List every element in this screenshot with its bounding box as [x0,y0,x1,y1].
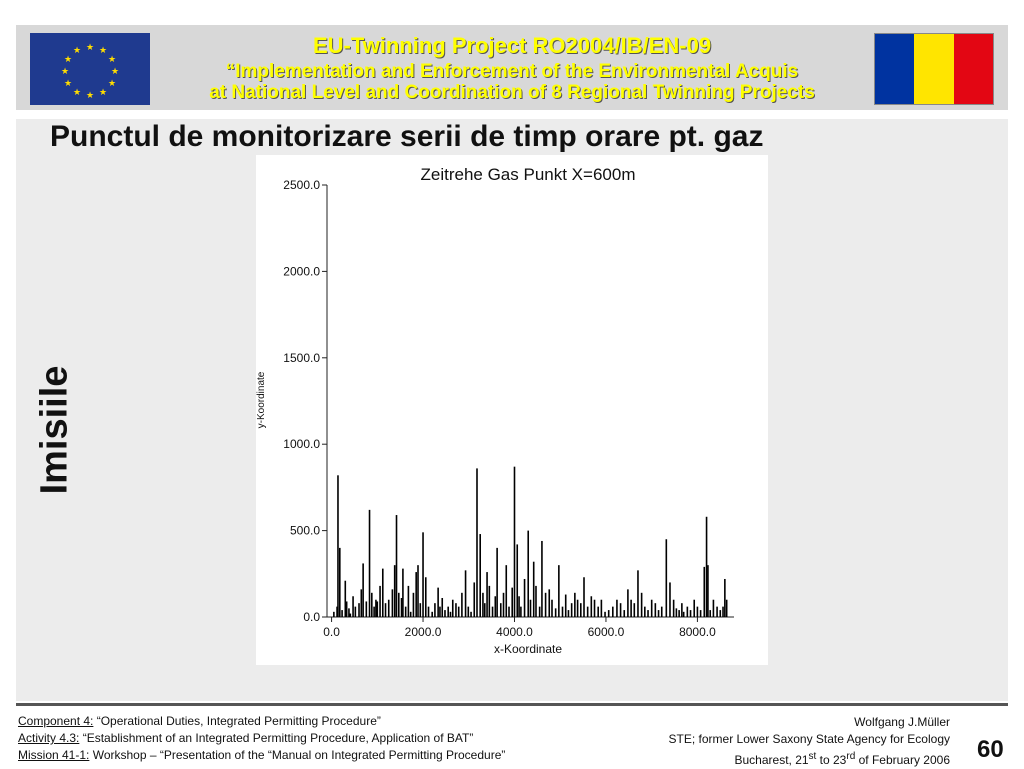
header-project-subtitle: at National Level and Coordination of 8 Regional Twinning Projects [209,82,815,103]
ro-flag-red-stripe [954,34,993,104]
slide-title: Punctul de monitorizare serii de timp orare pt. gaz [50,120,764,153]
data-bar [428,607,430,617]
data-bar [535,586,537,617]
data-bar [413,593,415,617]
data-bar [402,569,404,617]
date-sup-st: st [808,751,817,762]
data-bar [700,610,702,617]
x-tick-label: 2000.0 [404,625,442,639]
data-bar [392,589,394,617]
data-bar [377,601,379,617]
data-bar [620,603,622,617]
data-bar [473,582,475,617]
y-tick-label: 2500.0 [283,178,320,192]
ro-flag-yellow-stripe [914,34,953,104]
svg-text:★: ★ [60,67,70,77]
data-bar [425,577,427,617]
data-bar [437,588,439,617]
data-bar [565,595,567,617]
data-bar [360,589,362,617]
data-bar [661,607,663,617]
data-bar [441,598,443,617]
data-bar [455,603,457,617]
data-bar [719,610,721,617]
data-bar [358,603,360,617]
side-label: Imisiile [33,365,76,495]
data-bar [484,603,486,617]
data-bar [346,601,348,617]
time-series-chart [256,155,768,665]
data-bar [623,610,625,617]
data-bar [465,570,467,617]
data-bar [394,565,396,617]
svg-text:★: ★ [107,79,117,89]
data-bar [647,610,649,617]
data-bar [630,600,632,617]
data-bar [571,603,573,617]
data-bar [408,586,410,617]
data-bar [516,544,518,617]
data-bar [470,612,472,617]
data-bar [398,593,400,617]
svg-text:★: ★ [63,79,73,89]
data-bar [476,468,478,617]
data-bar [673,600,675,617]
ro-flag-blue-stripe [875,34,914,104]
data-bar [385,603,387,617]
data-bar [703,567,705,617]
footer-mission-line [18,747,505,764]
data-bar [666,539,668,617]
date-prefix: Bucharest, 21 [734,753,809,767]
footer-author: Wolfgang J.Müller [854,715,950,729]
chart-bars [333,467,727,617]
data-bar [527,531,529,617]
data-bar [375,600,377,617]
footer-divider [16,703,1008,706]
data-bar [530,600,532,617]
data-bar [500,603,502,617]
data-bar [608,610,610,617]
data-bar [350,614,352,617]
data-bar [604,612,606,617]
data-bar [508,607,510,617]
data-bar [548,589,550,617]
data-bar [468,607,470,617]
data-bar [594,600,596,617]
data-bar [503,593,505,617]
data-bar [520,607,522,617]
footer-activity-line [18,730,505,747]
x-tick-label: 4000.0 [496,625,533,639]
data-bar [545,593,547,617]
data-bar [641,593,643,617]
data-bar [574,593,576,617]
data-bar [514,467,516,617]
data-bar [417,565,419,617]
data-bar [489,586,491,617]
data-bar [669,582,671,617]
data-bar [496,548,498,617]
data-bar [352,596,354,617]
data-bar [722,607,724,617]
data-bar [369,510,371,617]
x-tick-label: 0.0 [323,625,340,639]
data-bar [690,610,692,617]
data-bar [422,532,424,617]
data-bar [533,562,535,617]
data-bar [597,607,599,617]
data-bar [644,607,646,617]
data-bar [401,598,403,617]
footer-component-line [18,713,505,730]
data-bar [494,596,496,617]
data-bar [562,607,564,617]
data-bar [405,607,407,617]
svg-text:★: ★ [107,55,117,65]
data-bar [683,612,685,617]
data-bar [458,607,460,617]
data-bar [333,612,335,617]
component-label: Component 4: [18,714,94,728]
data-bar [583,577,585,617]
data-bar [339,548,341,617]
data-bar [627,589,629,617]
data-bar [505,565,507,617]
data-bar [568,610,570,617]
data-bar [551,600,553,617]
date-sup-rd: rd [846,751,856,762]
header-banner [16,25,1008,110]
component-text: “Operational Duties, Integrated Permitting Procedure” [93,714,381,728]
data-bar [344,581,346,617]
footer-left [18,713,505,764]
data-bar [419,603,421,617]
data-bar [511,588,513,617]
x-tick-label: 8000.0 [679,625,716,639]
y-tick-label: 1500.0 [283,350,320,365]
page-number: 60 [977,736,1004,763]
data-bar [541,541,543,617]
data-bar [580,603,582,617]
data-bar [355,607,357,617]
data-bar [410,612,412,617]
data-bar [492,607,494,617]
data-bar [434,603,436,617]
data-bar [518,596,520,617]
footer-agency: STE; former Lower Saxony State Agency for Ecology [668,732,950,746]
data-bar [341,610,343,617]
data-bar [681,603,683,617]
data-bar [415,572,417,617]
data-bar [713,600,715,617]
svg-text:★: ★ [72,46,82,56]
data-bar [612,607,614,617]
footer-date [669,748,950,769]
data-bar [524,579,526,617]
chart-title: Zeitrehe Gas Punkt X=600m [420,165,636,184]
data-bar [337,475,339,617]
y-tick-label: 0.0 [303,610,320,624]
svg-text:★: ★ [98,46,108,56]
data-bar [678,610,680,617]
svg-text:★: ★ [98,88,108,98]
x-axis-label: x-Koordinate [493,642,563,656]
y-tick-label: 1000.0 [283,437,320,452]
mission-text: Workshop – “Presentation of the “Manual on Integrated Permitting Procedure” [89,748,506,762]
data-bar [452,600,454,617]
header-project-code: EU-Twinning Project RO2004/IB/EN-09 [312,33,712,58]
data-bar [676,608,678,617]
data-bar [707,565,709,617]
data-bar [479,534,481,617]
y-axis-label: y-Koordinate [256,371,267,429]
svg-text:★: ★ [110,67,120,77]
y-tick-label: 2000.0 [283,264,320,279]
data-bar [637,570,639,617]
data-bar [348,608,350,617]
data-bar [388,600,390,617]
data-bar [634,603,636,617]
data-bar [450,612,452,617]
data-bar [382,569,384,617]
activity-text: “Establishment of an Integrated Permitting Procedure, Application of BAT” [79,731,474,745]
data-bar [716,607,718,617]
data-bar [591,596,593,617]
x-tick-label: 6000.0 [587,625,625,639]
data-bar [373,607,375,617]
svg-text:★: ★ [85,43,95,53]
data-bar [587,607,589,617]
mission-label: Mission 41-1: [18,748,90,762]
svg-text:★: ★ [85,91,95,101]
data-bar [601,600,603,617]
data-bar [726,600,728,617]
data-bar [693,600,695,617]
data-bar [709,610,711,617]
data-bar [486,572,488,617]
data-bar [439,607,441,617]
date-mid: to 23 [816,753,847,767]
data-bar [539,607,541,617]
romania-flag-icon [874,33,994,105]
data-bar [724,579,726,617]
data-bar [655,603,657,617]
data-bar [366,601,368,617]
y-tick-label: 500.0 [289,523,320,538]
data-bar [706,517,708,617]
data-bar [447,607,449,617]
chart-container [256,155,768,665]
data-bar [431,612,433,617]
svg-text:★: ★ [72,88,82,98]
svg-text:★: ★ [63,55,73,65]
data-bar [371,593,373,617]
activity-label: Activity 4.3: [18,731,80,745]
data-bar [555,608,557,617]
data-bar [651,600,653,617]
data-bar [616,600,618,617]
data-bar [687,607,689,617]
data-bar [461,593,463,617]
date-suffix: of February 2006 [855,753,950,767]
data-bar [697,607,699,617]
data-bar [558,565,560,617]
data-bar [482,593,484,617]
footer-right [669,714,950,769]
data-bar [658,610,660,617]
data-bar [362,563,364,617]
data-bar [577,600,579,617]
header-project-name: “Implementation and Enforcement of the Environmental Acquis [225,61,799,82]
data-bar [396,515,398,617]
data-bar [444,610,446,617]
data-bar [379,586,381,617]
